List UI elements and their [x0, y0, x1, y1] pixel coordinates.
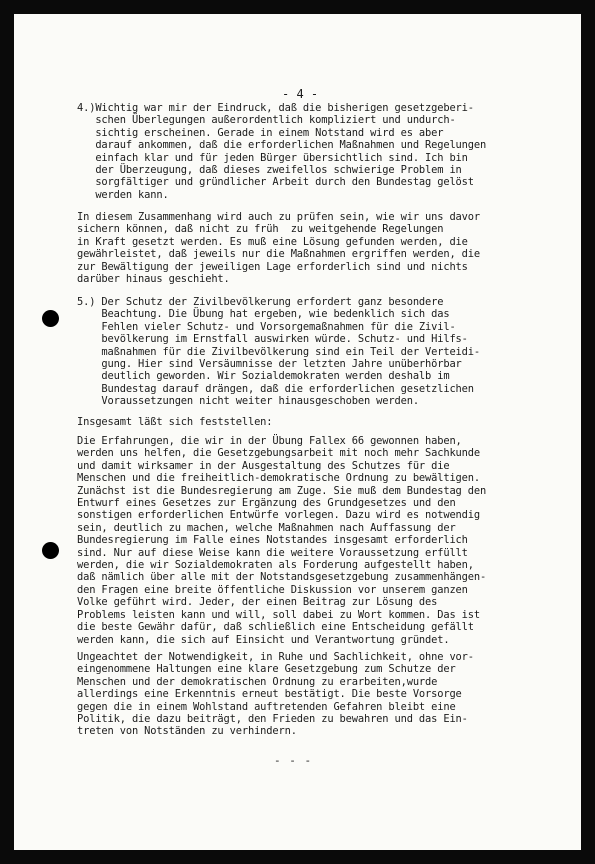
- context-paragraph: In diesem Zusammenhang wird auch zu prüfen sein, wie wir uns davor sichern können, daß nicht zu früh zu weitgehende Regelungen in Kraft gesetzt werden. Es muß eine Lösung gefunden werden, die gewährleistet, daß jeweils nur die Maßnahmen ergriffen werden, die zur Bewältigung der jeweiligen Lage erforderlich sind und nichts darüber hinaus geschieht.: [77, 211, 480, 286]
- punch-hole-upper: [42, 310, 59, 327]
- summary-heading: Insgesamt läßt sich feststellen:: [77, 416, 273, 428]
- summary-paragraph: Die Erfahrungen, die wir in der Übung Fallex 66 gewonnen haben, werden uns helfen, die Gesetzgebungsarbeit mit noch mehr Sachkunde und damit wirksamer in der Ausgestaltung des Schutzes für die Menschen und die freiheitlich-demokratische Ordnung zu bewältigen. Zunächst ist die Bundesregierung am Zuge. Sie muß dem Bundestag den Entwurf eines Gesetzes zur Ergänzung des Grundgesetzes und den sonstigen erforderlichen Entwürfe vorlegen. Dazu wird es notwendig sein, deutlich zu machen, welche Maßnahmen nach Auffassung der Bundesregierung im Falle eines Notstandes insgesamt erforderlich sind. Nur auf diese Weise kann die weitere Voraussetzung erfüllt werden, die wir Sozialdemokraten als Forderung aufgestellt haben, daß nämlich über alle mit der Notstandsgesetzgebung zusammenhängen- den Fragen eine breite öffentliche Diskussion vor unserem ganzen Volke geführt wird. Jeder, der einen Beitrag zur Lösung des Problems leisten kann und will, soll dabei zu Wort kommen. Das ist die beste Gewähr dafür, daß schließlich eine Entscheidung gefällt werden kann, die sich auf Einsicht und Verantwortung gründet.: [77, 435, 487, 646]
- point-4-paragraph: 4.)Wichtig war mir der Eindruck, daß die bisherigen gesetzgeberi- schen Überlegungen außerordentlich kompliziert und undurch- sichtig erscheinen. Gerade in einem Notstand wird es aber darauf ankommen, daß die erforderlichen Maßnahmen und Regelungen einfach klar und für jeden Bürger übersichtlich sind. Ich bin der Überzeugung, daß dieses zweifellos schwierige Problem in sorgfältiger und gründlicher Arbeit durch den Bundestag gelöst werden kann.: [77, 102, 487, 201]
- point-5-paragraph: 5.) Der Schutz der Zivilbevölkerung erfordert ganz besondere Beachtung. Die Übung hat ergeben, wie bedenklich sich das Fehlen vieler Schutz- und Vorsorgemaßnahmen für die Zivil- bevölkerung im Ernstfall auswirken würde. Schutz- und Hilfs- maßnahmen für die Zivilbevölkerung sind ein Teil der Verteidi- gung. Hier sind Versäumnisse der letzten Jahre unüberhörbar deutlich geworden. Wir Sozialdemokraten werden deshalb im Bundestag darauf drängen, daß die erforderlichen gesetzlichen Voraussetzungen nicht weiter hinausgeschoben werden.: [77, 296, 480, 408]
- page-number: - 4 -: [282, 87, 319, 101]
- end-mark: - - -: [274, 754, 313, 767]
- document-page: [14, 14, 581, 850]
- final-paragraph: Ungeachtet der Notwendigkeit, in Ruhe und Sachlichkeit, ohne vor- eingenommene Haltungen eine klare Gesetzgebung zum Schutze der Menschen und der demokratischen Ordnung zu erarbeiten,wurde allerdings eine Erkenntnis erneut bestätigt. Die beste Vorsorge gegen die in einem Wohlstand auftretenden Gefahren bleibt eine Politik, die dazu beiträgt, den Frieden zu bewahren und das Ein- treten von Notständen zu verhindern.: [77, 651, 474, 738]
- punch-hole-lower: [42, 542, 59, 559]
